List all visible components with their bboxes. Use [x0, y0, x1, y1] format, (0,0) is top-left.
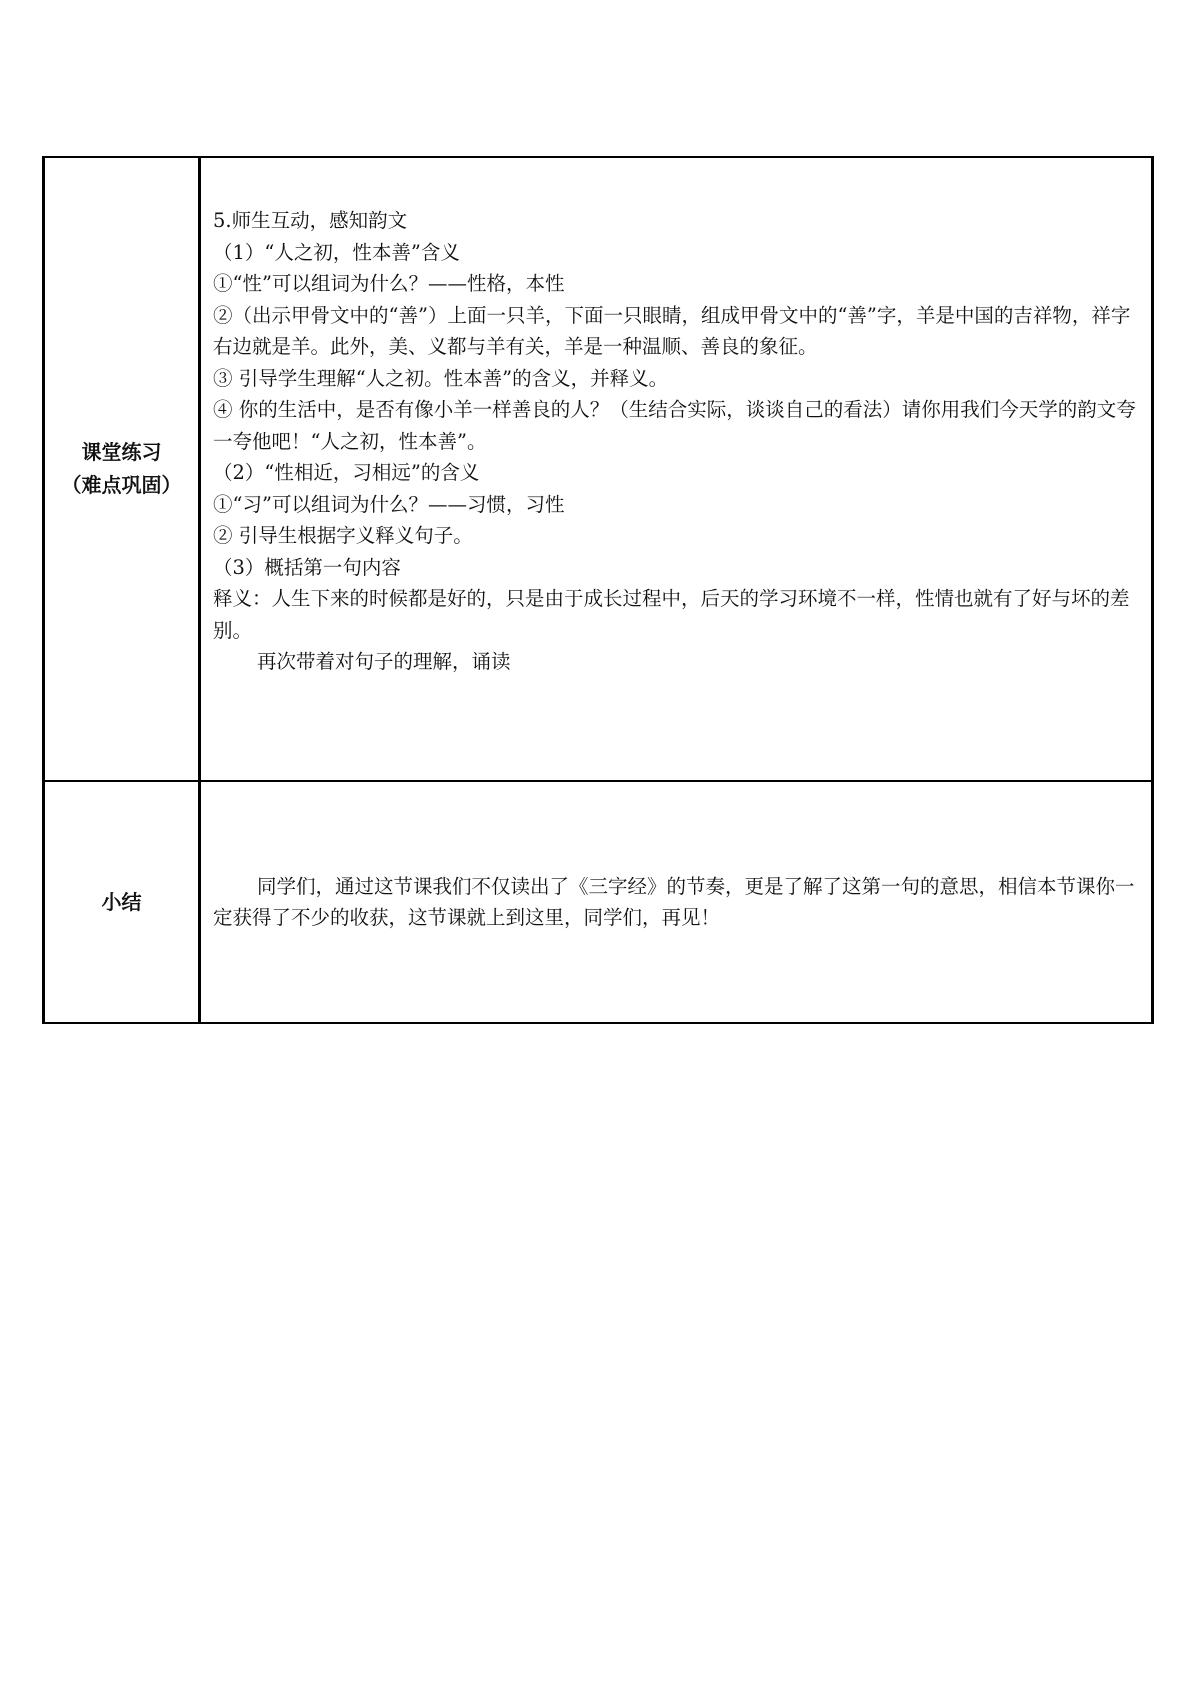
summary-label-cell: [44, 781, 200, 1023]
summary-label: 小结: [101, 889, 142, 914]
practice-row: [44, 157, 1153, 781]
practice-line-item: ①“性”可以组词为什么？——性格，本性: [213, 272, 565, 295]
summary-content-cell: [200, 781, 1153, 1023]
summary-content: [201, 871, 1151, 934]
practice-line-item: ②（出示甲骨文中的“善”）上面一只羊，下面一只眼睛，组成甲骨文中的“善”字，羊是中国的吉祥物，祥字右边就是羊。此外，美、义都与羊有关，羊是一种温顺、善良的象征。: [213, 303, 1131, 358]
practice-line-reading: 再次带着对句子的理解，诵读: [257, 650, 511, 673]
summary-row: [44, 781, 1153, 1023]
practice-label-cell: [44, 157, 200, 781]
practice-line-subheading-2: （2）“性相近，习相远”的含义: [213, 461, 480, 484]
lesson-plan-table: [42, 156, 1154, 1024]
practice-content-cell: [200, 157, 1153, 781]
practice-line-item: ④ 你的生活中，是否有像小羊一样善良的人？（生结合实际，谈谈自己的看法）请你用我们今天学的韵文夸一夸他吧！“人之初，性本善”。: [213, 398, 1136, 453]
practice-line-item: ①“习”可以组词为什么？——习惯，习性: [213, 492, 565, 516]
practice-label-title: 课堂练习: [81, 440, 162, 464]
practice-line-heading: 5.师生互动，感知韵文: [213, 209, 408, 232]
practice-label-subtitle: （难点巩固）: [61, 473, 182, 497]
practice-line-subheading-3: （3）概括第一句内容: [213, 555, 401, 579]
practice-line-explanation: 释义：人生下来的时候都是好的，只是由于成长过程中，后天的学习环境不一样，性情也就有了好与坏的差别。: [213, 587, 1130, 642]
practice-line-subheading-1: （1）“人之初，性本善”含义: [213, 240, 460, 264]
practice-line-item: ③ 引导学生理解“人之初。性本善”的含义，并释义。: [213, 366, 669, 390]
practice-line-item: ② 引导生根据字义释义句子。: [213, 524, 473, 547]
summary-text: 同学们，通过这节课我们不仅读出了《三字经》的节奏，更是了解了这第一句的意思，相信本节课你一定获得了不少的收获，这节课就上到这里，同学们，再见！: [213, 874, 1135, 929]
practice-content: [201, 158, 1151, 780]
